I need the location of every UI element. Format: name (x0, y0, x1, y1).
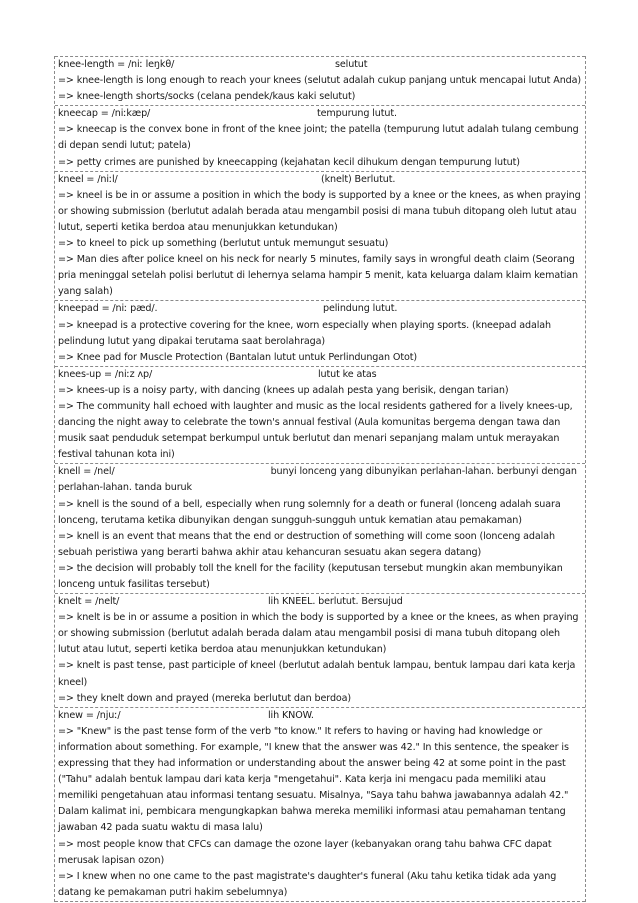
example-line: => kneecap is the convex bone in front of the knee joint; the patella (tempurung lutut adalah tulang cembung di depan sendi lutut; patela) (58, 124, 579, 152)
dictionary-page (54, 56, 586, 902)
translation: lih KNOW. (268, 709, 314, 721)
translation: bunyi lonceng yang dibunyikan perlahan-lahan. berbunyi dengan perlahan-lahan. tanda buruk (58, 466, 577, 494)
example-line: => The community hall echoed with laughter and music as the local residents gathered for a lively knees-up, dancing the night away to celebrate the town's annual festival (Aula komunitas bergema dengan tawa dan musik saat penduduk setempat berkumpul untuk berlutut dan menari sepanjang malam untuk merayakan festival tahunan kota ini) (58, 400, 573, 461)
translation: selutut (335, 59, 368, 70)
headword: kneel = /niːl/ (58, 173, 118, 185)
headword: knees-up = /niːz ʌp/ (58, 368, 153, 380)
entry-kneecap (55, 105, 585, 170)
headword: knell = /nel/ (58, 466, 115, 478)
example-line: => knee-length is long enough to reach your knees (selutut adalah cukup panjang untuk mencapai lutut Anda) (58, 75, 582, 87)
example-line: => knell is an event that means that the end or destruction of something will come soon (lonceng adalah sebuah peristiwa yang berarti bahwa akhir atau kehancuran sesuatu akan segera datang) (58, 530, 555, 558)
entry-head (58, 708, 582, 724)
example-line: => knelt is past tense, past participle of kneel (berlutut adalah bentuk lampau, bentuk lampau dari kata kerja kneel) (58, 660, 576, 688)
translation: pelindung lutut. (323, 303, 398, 315)
example-line: => knee-length shorts/socks (celana pendek/kaus kaki selutut) (58, 91, 356, 103)
example-line: => to kneel to pick up something (berlutut untuk memungut sesuatu) (58, 238, 389, 250)
translation: (knelt) Berlutut. (321, 173, 396, 185)
entry-knew (55, 707, 585, 902)
entry-kneel (55, 171, 585, 301)
headword: kneepad = /niː pæd/. (58, 303, 158, 315)
translation: lutut ke atas (318, 368, 377, 380)
entry-head (58, 464, 582, 496)
entry-knee-length (55, 56, 585, 105)
entry-knelt (55, 593, 585, 707)
example-line: => knelt is be in or assume a position in which the body is supported by a knee or the knees, as when praying or showing submission (berlutut adalah berada dalam atau mengambil posisi di mana tubuh ditopang oleh lutut atau lutut, seperti ketika berdoa atau menunjukkan ketundukan) (58, 612, 579, 656)
translation: lih KNEEL. berlutut. Bersujud (268, 596, 403, 608)
example-line: => "Knew" is the past tense form of the verb "to know." It refers to having or having had knowledge or information about something. For example, "I knew that the answer was 42." In this sentence, the speaker is expressing that they had information or understanding about the answer being 42 at some point in the past ("Tahu" adalah bentuk lampau dari kata kerja "mengetahui". Kata kerja ini mengacu pada memiliki atau memiliki pengetahuan atau informasi tentang sesuatu. Misalnya, "Saya tahu bahwa jawabannya adalah 42." Dalam kalimat ini, pembicara mengungkapkan bahwa mereka memiliki informasi atau pemahaman tentang jawaban 42 pada suatu waktu di masa lalu) (58, 725, 569, 834)
headword: knew = /njuː/ (58, 709, 121, 721)
entry-head (58, 172, 582, 188)
example-line: => kneepad is a protective covering for the knee, worn especially when playing sports. (kneepad adalah pelindung lutut yang dipakai terutama saat berolahraga) (58, 319, 551, 347)
example-line: => knell is the sound of a bell, especially when rung solemnly for a death or funeral (lonceng adalah suara lonceng, terutama ketika dibunyikan dengan sungguh-sungguh untuk kematian atau pemakaman) (58, 498, 561, 526)
example-line: => I knew when no one came to the past magistrate's daughter's funeral (Aku tahu ketika tidak ada yang datang ke pemakaman putri hakim sebelumnya) (58, 870, 557, 898)
entry-kneepad (55, 300, 585, 365)
entry-head (58, 367, 582, 383)
entry-head (58, 301, 582, 317)
example-line: => most people know that CFCs can damage the ozone layer (kebanyakan orang tahu bahwa CFC dapat merusak lapisan ozon) (58, 838, 552, 866)
entry-knees-up (55, 366, 585, 464)
translation: tempurung lutut. (317, 108, 397, 120)
example-line: => the decision will probably toll the knell for the facility (keputusan tersebut mungkin akan membunyikan lonceng untuk fasilitas tersebut) (58, 562, 563, 590)
headword: kneecap = /niːkæp/ (58, 108, 151, 120)
example-line: => knees-up is a noisy party, with dancing (knees up adalah pesta yang berisik, dengan tarian) (58, 384, 509, 396)
example-line: => Knee pad for Muscle Protection (Bantalan lutut untuk Perlindungan Otot) (58, 351, 417, 363)
entry-knell (55, 463, 585, 593)
entry-head (58, 57, 582, 73)
entry-head (58, 594, 582, 610)
example-line: => they knelt down and prayed (mereka berlutut dan berdoa) (58, 692, 352, 704)
example-line: => Man dies after police kneel on his neck for nearly 5 minutes, family says in wrongful death claim (Seorang pria meninggal setelah polisi berlutut di lehernya selama hampir 5 menit, kata keluarga dalam klaim kematian yang salah) (58, 254, 578, 298)
example-line: => kneel is be in or assume a position in which the body is supported by a knee or the knees, as when praying or showing submission (berlutut adalah berada atau mengambil posisi di mana tubuh ditopang oleh lutut atau lutut, seperti ketika berdoa atau menunjukkan ketundukan) (58, 189, 581, 233)
headword: knee-length = /niː leŋkθ/ (58, 59, 175, 70)
headword: knelt = /nelt/ (58, 596, 120, 608)
entry-head (58, 106, 582, 122)
example-line: => petty crimes are punished by kneecapping (kejahatan kecil dihukum dengan tempurung lutut) (58, 156, 520, 168)
